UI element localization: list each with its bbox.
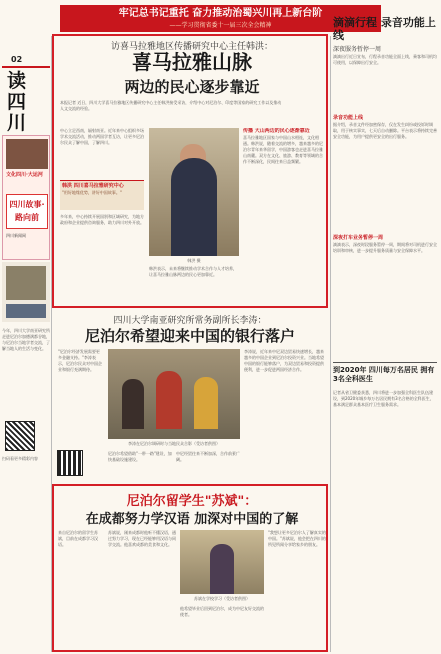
top-col3-head: 传播 大山两边的民心逐渐靠近 xyxy=(243,128,310,134)
top-kicker: 访喜马拉雅地区传播研究中心主任韩洪： xyxy=(110,42,273,52)
mid-col1: "尼泊尔经济发展需要更多金融支持。"李涛表示，尼泊尔民众对中国企业和银行充满期待。 xyxy=(58,349,102,372)
masthead-char: 川 xyxy=(7,112,27,134)
person-1 xyxy=(122,379,144,429)
top-pull-quote xyxy=(60,180,144,210)
mid-photo-caption: 李涛在尼泊尔调研时与当地民众合影（受访者供图） xyxy=(128,441,220,446)
right-section-1: 录音功能上线 xyxy=(333,115,364,121)
right-headline-2: 到2020年 四川每万名居民 拥有3名全科医生 xyxy=(333,366,435,383)
bottom-col3: 他希望毕业后回到尼泊尔，成为中尼友好交流的使者。 xyxy=(180,606,264,617)
bottom-col4: "我想让更多尼泊尔人了解真实的中国。"苏斌说，他会把在四川的所见所闻分享给家乡的朋友。 xyxy=(268,530,326,547)
right-separator xyxy=(333,362,437,363)
top-headline-2: 两边的民心逐步靠近 xyxy=(124,78,260,96)
portrait-body xyxy=(171,158,217,256)
page-number: 02 xyxy=(11,55,23,64)
person-3 xyxy=(194,377,218,429)
mid-col3: 李涛说，近年来中尼双边贸易快速增长，越来越多的中国企业到尼泊尔投资兴业。当地希望中国的银行能够落户，为双边贸易和投资提供便利，进一步促进两国经济合作。 xyxy=(244,349,324,372)
right-text-3: 滴滴表示，深夜时段服务暂停一周，期间将对司机进行安全培训和审核，进一步提升服务质量与安全保障水平。 xyxy=(333,242,437,253)
masthead xyxy=(7,71,37,134)
right-text-1: 滴滴出行近日宣布，行程录音功能全面上线，乘客和司机均可使用，以保障出行安全。 xyxy=(333,54,437,65)
bottom-article xyxy=(52,484,328,652)
right-text-2: 据介绍，录音文件经加密保存，仅在发生纠纷或投诉时调取，用于核实事实，七天后自动删除。平台表示将持续完善安全功能，为用户提供更安全的出行服务。 xyxy=(333,122,437,139)
group-photo xyxy=(108,349,240,439)
left-note: 今年，四川大学南亚研究所走进尼泊尔加德满都谷地，与尼泊尔当地学者交流，了解当地人的生活与变化。 xyxy=(2,328,50,351)
mid-qr-icon[interactable] xyxy=(58,451,82,475)
masthead-rule xyxy=(2,66,50,68)
right-column xyxy=(331,14,439,654)
promo-title: 文化四川·大运河 xyxy=(6,172,43,178)
top-lead: 本报记者 近日，四川大学喜马拉雅地区传播研究中心主任韩洪接受采访，介绍中心对尼泊尔、印度等国家的研究工作以及推动人文交流的经验。 xyxy=(60,100,282,111)
left-photo-block xyxy=(2,262,50,322)
masthead-char: 读 xyxy=(7,70,27,92)
top-col1: 中心立足西南，辐射南亚。近年来中心组织多场学术交流活动，推动两国学者互访，让更多尼泊尔民众了解中国，了解四川。 xyxy=(60,128,144,145)
top-col2b: 韩洪表示，未来将继续推动学术合作与人才培养，让喜马拉雅山脉两边的民心更加靠近。 xyxy=(149,266,237,277)
top-col3-text: 喜马拉雅地区国家与中国山水相连，文化相通。韩洪说，随着交流的增多，越来越多的尼泊尔青年来华留学，中国游客也走进喜马拉雅山南麓。双方在文化、旅游、教育等领域的合作不断深化，民间往来日益频繁。 xyxy=(243,135,323,164)
qr-code-icon[interactable] xyxy=(6,422,34,450)
middle-article xyxy=(52,311,328,477)
top-col1b: 多年来，中心持续开展国别和区域研究，为地方政府和企业提供咨询服务，助力四川对外开放。 xyxy=(60,214,144,225)
student-photo xyxy=(180,530,264,594)
banner-title: 牢记总书记重托 奋力推动治蜀兴川再上新台阶 xyxy=(118,8,323,19)
promo-badge: 四川故事·路向前 xyxy=(6,194,48,229)
promo-box[interactable] xyxy=(2,135,50,260)
promo-sub: 四川新闻网 xyxy=(6,233,26,238)
mid-headline: 尼泊尔希望迎来中国的银行落户 xyxy=(84,327,295,345)
banner-subtitle: ——学习贯彻省委十一届三次全会精神 xyxy=(169,22,272,29)
bottom-photo-caption: 苏斌在学校学习（受访者供图） xyxy=(194,596,250,601)
left-photo-2 xyxy=(6,304,46,318)
top-photo-caption: 韩洪 摄 xyxy=(187,258,201,263)
top-article xyxy=(52,34,328,308)
right-subhead: 深夜服务暂停一周 xyxy=(333,46,382,53)
person-2 xyxy=(156,371,182,429)
pull-quote-head: 韩洪 四川喜马拉雅研究中心 xyxy=(62,183,124,189)
bottom-headline: 在成都努力学汉语 加深对中国的了解 xyxy=(85,512,299,527)
left-note-2: 扫码看更多精彩内容 xyxy=(2,456,38,461)
bottom-col2: 苏斌说，刚来成都时他听不懂汉语，通过努力学习，现在已经能够用汉语与同学交流。他喜欢成都的美食和文化。 xyxy=(108,530,176,547)
right-text-4: 记者从省卫健委获悉，四川将进一步加强全科医生队伍建设，到2020年城乡每万名居民拥有3名合格的全科医生，基本满足群众基本医疗卫生服务需求。 xyxy=(333,390,434,407)
bottom-col1: 来自尼泊尔的留学生苏斌，目前在成都学习汉语。 xyxy=(58,530,98,547)
pull-quote-text: "用好地缘优势，讲好中国故事。" xyxy=(62,190,122,195)
left-photo xyxy=(6,266,46,300)
mid-col2: 尼泊尔希望借助"一带一路"建设，加快基础设施建设。 xyxy=(108,451,172,462)
top-headline-1: 喜马拉雅山脉 xyxy=(132,50,252,74)
promo-photo xyxy=(6,139,48,169)
right-headline: 滴滴行程 录音功能上线 xyxy=(333,16,436,42)
masthead-char: 四 xyxy=(7,91,27,113)
student-figure xyxy=(210,544,234,594)
mid-kicker: 四川大学南亚研究所常务副所长李涛： xyxy=(113,316,267,326)
portrait-photo xyxy=(149,128,239,256)
bottom-kicker: 尼泊尔留学生"苏斌"： xyxy=(126,494,258,509)
top-col3 xyxy=(243,128,323,302)
right-section-2: 深夜打车业务暂停一周 xyxy=(333,235,384,241)
mid-col2c: 中尼经贸往来不断加深，合作前景广阔。 xyxy=(176,451,240,462)
